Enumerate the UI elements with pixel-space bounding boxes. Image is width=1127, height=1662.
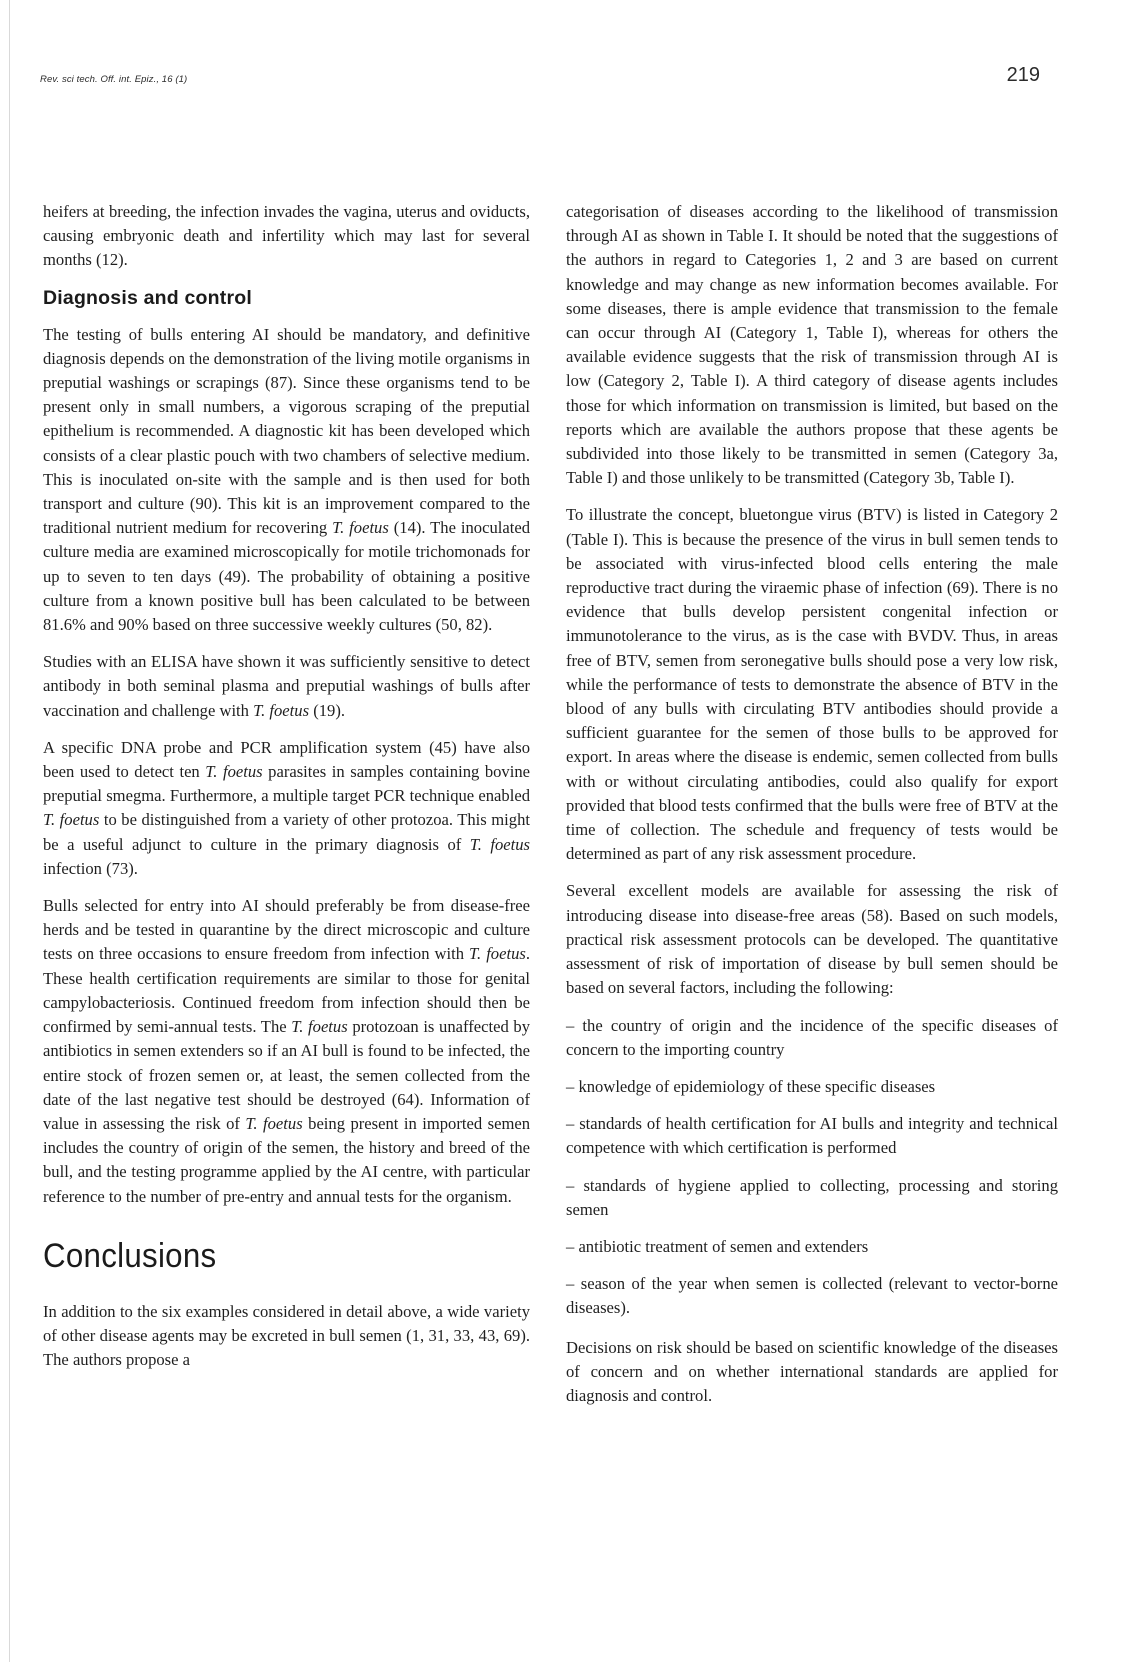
paragraph-conclusions: In addition to the six examples considered in detail above, a wide variety of other disease agents may be excreted in bull semen (1, 31, 33, 43, 69). The authors propose a [43, 1301, 530, 1370]
paragraph-decisions: Decisions on risk should be based on scientific knowledge of the diseases of concern and on whether international standards are applied for diagnosis and control. [566, 1337, 1058, 1405]
running-head: Rev. sci tech. Off. int. Epiz., 16 (1) [40, 74, 188, 85]
text-run: parasites in samples containing bovine preputial smegma. Furthermore, a multiple target PCR technique enabled [43, 762, 530, 806]
text-run: The testing of bulls entering AI should be mandatory, and definitive diagnosis depends on the demonstration of the living motile organisms in preputial washings or scrapings (87). Since these organisms tend to be present only in small numbers, a vigorous scraping of the preputial epithelium is recommended. A diagnostic kit has been developed which consists of a clear plastic pouch with two chambers of selective medium. This is inoculated on-site with the sample and is then used for both transport and culture (90). This kit is an improvement compared to the traditional nutrient medium for recovering [43, 324, 530, 538]
text-run: to be distinguished from a variety of other protozoa. This might be a useful adjunct to culture in the primary diagnosis of [43, 810, 530, 854]
paragraph-bluetongue: To illustrate the concept, bluetongue virus (BTV) is listed in Category 2 (Table I). This is because the presence of the virus in bull semen tends to be associated with virus-infected blood cells entering the male reproductive tract during the viraemic phase of infection (69). There is no evidence that bulls develop persistent congenital infection or immunotolerance to the virus, as is the case with BVDV. Thus, in areas free of BTV, semen from seronegative bulls should pose a very low risk, while the performance of tests to demonstrate the absence of BTV in the blood of any bulls with circulating BTV antibodies should provide a sufficient guarantee for the semen of those bulls to be approved for export. In areas where the disease is endemic, semen collected from bulls with or without circulating antibodies, could also qualify for export provided that blood tests confirmed that the bulls were free of BTV at the time of collection. The schedule and frequency of tests would be determined as part of any risk assessment procedure. [566, 505, 1058, 864]
text-run: A specific DNA probe and PCR amplification system (45) have also been used to detect ten [43, 737, 530, 782]
left-column [43, 200, 530, 1385]
paragraph-elisa [43, 650, 530, 723]
text-run: being present in imported semen includes the country of origin of the semen, the history and breed of the bull, and the testing programme applied by the AI centre, with particular reference to the number of pre-entry and annual tests for the organism. [43, 1113, 531, 1206]
section-heading-conclusions: Conclusions [43, 1236, 217, 1275]
text-run: Bulls selected for entry into AI should preferably be from disease-free herds and be tested in quarantine by the direct microscopic and culture tests on three occasions to ensure freedom from infection with [43, 896, 530, 964]
species-name: T. foetus [253, 700, 310, 720]
intro-paragraph: heifers at breeding, the infection invades the vagina, uterus and oviducts, causing embryonic death and infertility which may last for several months (12). [43, 202, 530, 270]
species-name: T. foetus [332, 518, 389, 538]
text-run: Studies with an ELISA have shown it was sufficiently sensitive to detect antibody in both seminal plasma and preputial washings of bulls after vaccination and challenge with [43, 652, 530, 720]
page-number: 219 [1006, 64, 1040, 86]
list-item: – season of the year when semen is collected (relevant to vector-borne diseases). [566, 1274, 1058, 1318]
list-item: – standards of hygiene applied to collecting, processing and storing semen [566, 1175, 1058, 1219]
paragraph-categorisation: categorisation of diseases according to the likelihood of transmission through AI as shown in Table I. It should be noted that the suggestions of the authors in regard to Categories 1, 2 and 3 are based on current knowledge and may change as new information becomes available. For some diseases, there is ample evidence that transmission to the female can occur through AI (Category 1, Table I), whereas for others the available evidence suggests that the risk of transmission through AI is low (Category 2, Table I). A third category of disease agents includes those for which information on transmission is limited, but based on the reports which are available the authors propose that these agents be subdivided into those likely to be transmitted in semen (Category 3a, Table I) and those unlikely to be transmitted (Category 3b, Table I). [566, 202, 1058, 488]
species-name: T. foetus [291, 1017, 348, 1037]
text-run: . These health certification requirements are similar to those for genital campylobacteriosis. Continued freedom from infection should then be confirmed by semi-annual tests. The [43, 944, 530, 1037]
text-run: (19). [309, 700, 345, 720]
paragraph-risk-models: Several excellent models are available for assessing the risk of introducing disease into disease-free areas (58). Based on such models, practical risk assessment protocols can be developed. The quantitative assessment of risk of importation of disease by bull semen should be based on several factors, including the following: [566, 881, 1058, 998]
paragraph-bull-selection [43, 894, 530, 1209]
species-name: T. foetus [245, 1113, 303, 1133]
species-name: T. foetus [469, 834, 530, 854]
list-item: – knowledge of epidemiology of these specific diseases [566, 1076, 936, 1096]
species-name: T. foetus [469, 944, 526, 964]
list-item: – antibiotic treatment of semen and extenders [566, 1236, 869, 1256]
section-heading-diagnosis: Diagnosis and control [43, 286, 252, 309]
paragraph-pcr [43, 736, 530, 881]
list-item: – standards of health certification for AI bulls and integrity and technical competence with which certification is performed [566, 1114, 1058, 1158]
paragraph-testing [43, 323, 530, 638]
species-name: T. foetus [43, 810, 100, 830]
text-run: protozoan is unaffected by antibiotics in semen extenders so if an AI bull is found to be infected, the entire stock of frozen semen or, at least, the semen collected from the date of the last negative test should be destroyed (64). Information of value in assessing the risk of [43, 1017, 530, 1133]
text-run: infection (73). [43, 858, 138, 878]
species-name: T. foetus [205, 762, 263, 782]
text-run: (14). The inoculated culture media are examined microscopically for motile trichomonads for up to seven to ten days (49). The probability of obtaining a positive culture from a known positive bull has been calculated to be between 81.6% and 90% based on three successive weekly cultures (50, 82). [43, 518, 531, 635]
right-column [566, 200, 1058, 1421]
list-item: – the country of origin and the incidence of the specific diseases of concern to the importing country [566, 1015, 1058, 1059]
scan-edge-line [9, 0, 10, 1662]
